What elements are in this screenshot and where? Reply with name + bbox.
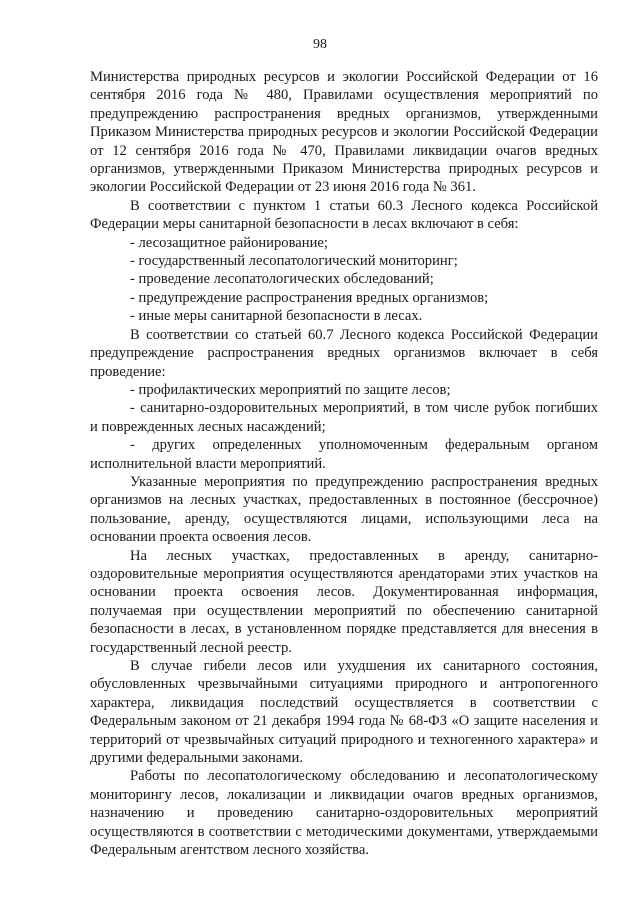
list-item: - иные меры санитарной безопасности в лесах.: [130, 308, 423, 325]
paragraph-prevention-measures: Указанные мероприятия по предупреждению распространения вредных организмов на лесных участках, предоставленных в постоянное (бессрочное) пользование, аренду, осуществляются лицами, использующими леса на основании проекта освоения лесов.: [90, 473, 598, 546]
paragraph-regulations-continuation: Министерства природных ресурсов и экологии Российской Федерации от 16 сентября 2016 года № 480, Правилами осуществления мероприятий по предупреждению распространения вредных организмов, утвержденными Приказом Министерства природных ресурсов и экологии Российской Федерации от 12 сентября 2016 года № 470, Правилами ликвидации очагов вредных организмов, утвержденными Приказом Министерства природных ресурсов и экологии Российской Федерации от 23 июня 2016 года № 361.: [90, 69, 598, 196]
list-item: - предупреждение распространения вредных организмов;: [130, 289, 489, 306]
list-item: - проведение лесопатологических обследований;: [130, 271, 434, 288]
paragraph-leased-plots: На лесных участках, предоставленных в аренду, санитарно-оздоровительные мероприятия осуществляются арендаторами этих участков на основании проекта освоения лесов. Документированная информация, получаемая при осуществлении мероприятий по обеспечению санитарной безопасности в лесах, в установленном порядке представляется для внесения в государственный лесной реестр.: [90, 547, 598, 656]
list-item: - профилактических мероприятий по защите лесов;: [130, 381, 451, 398]
list-item: - государственный лесопатологический мониторинг;: [130, 253, 458, 270]
paragraph-emergency: В случае гибели лесов или ухудшения их санитарного состояния, обусловленных чрезвычайными ситуациями природного и антропогенного характера, ликвидация последствий осуществляется в соответствии с Федеральным законом от 21 декабря 1994 года № 68-ФЗ «О защите населения и территорий от чрезвычайных ситуаций природного и техногенного характера» и другими федеральными законами.: [90, 658, 598, 767]
document-body: [90, 68, 598, 859]
page-number: 98: [313, 37, 327, 52]
list-item: - лесозащитное районирование;: [130, 234, 328, 251]
paragraph-survey-works: Работы по лесопатологическому обследованию и лесопатологическому мониторингу лесов, локализации и ликвидации очагов вредных организмов, назначению и проведению санитарно-оздоровительных мероприятий осуществляются в соответствии с методическими документами, утверждаемыми Федеральным агентством лесного хозяйства.: [90, 768, 598, 859]
paragraph-sanitary-measures-intro: В соответствии с пунктом 1 статьи 60.3 Лесного кодекса Российской Федерации меры санитарной безопасности в лесах включают в себя:: [90, 197, 598, 233]
paragraph-prevention-intro: В соответствии со статьей 60.7 Лесного кодекса Российской Федерации предупреждение распространения вредных организмов включает в себя проведение:: [90, 326, 598, 380]
list-item: - других определенных уполномоченным федеральным органом исполнительной власти мероприятий.: [90, 437, 598, 472]
list-item: - санитарно-оздоровительных мероприятий, в том числе рубок погибших и поврежденных лесных насаждений;: [90, 400, 598, 435]
